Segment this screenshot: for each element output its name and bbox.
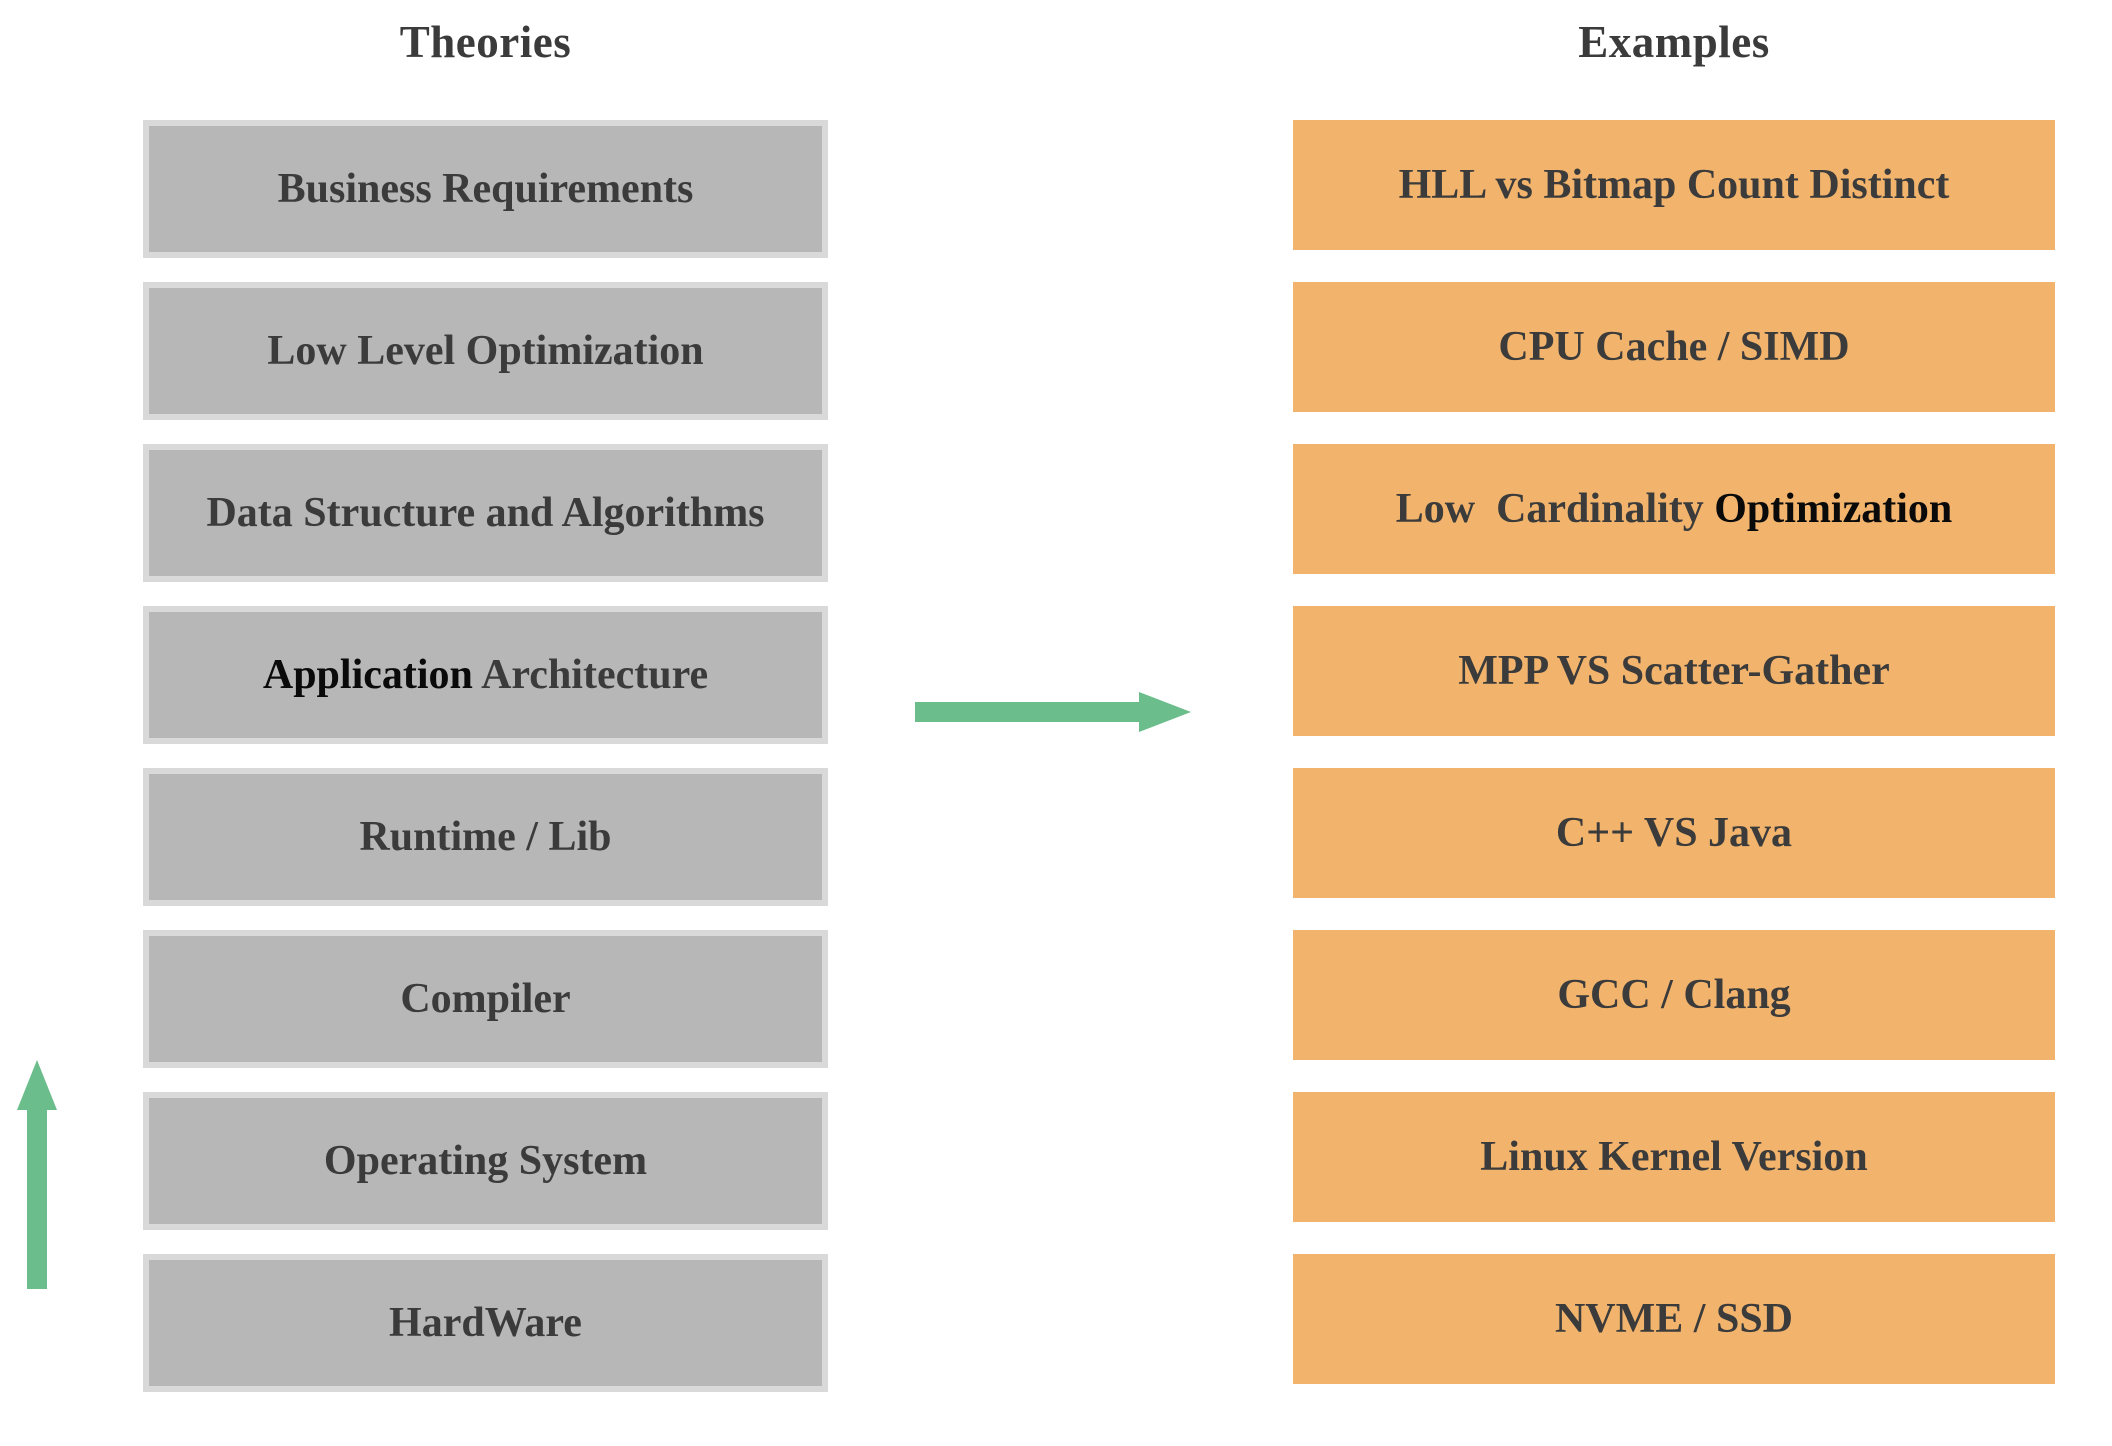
box-label: GCC / Clang bbox=[1557, 971, 1791, 1018]
box-label: Data Structure and Algorithms bbox=[206, 489, 765, 536]
box-label: MPP VS Scatter-Gather bbox=[1458, 647, 1890, 694]
up-arrow-head bbox=[17, 1060, 57, 1110]
theory-box bbox=[143, 444, 828, 582]
theory-box bbox=[143, 930, 828, 1068]
theory-box bbox=[143, 120, 828, 258]
example-box bbox=[1293, 444, 2055, 574]
example-box bbox=[1293, 1092, 2055, 1222]
theories-column bbox=[143, 120, 828, 1416]
up-arrow-icon bbox=[17, 1060, 57, 1289]
box-label: Compiler bbox=[400, 975, 571, 1022]
box-label: HardWare bbox=[389, 1299, 582, 1346]
box-label: NVME / SSD bbox=[1554, 1295, 1794, 1342]
example-box bbox=[1293, 1254, 2055, 1384]
theory-box bbox=[143, 282, 828, 420]
theory-box bbox=[143, 768, 828, 906]
box-label: Runtime / Lib bbox=[359, 813, 612, 860]
theory-box bbox=[143, 1254, 828, 1392]
example-box bbox=[1293, 282, 2055, 412]
box-label: Application Architecture bbox=[262, 651, 709, 698]
theory-box bbox=[143, 606, 828, 744]
theory-box bbox=[143, 1092, 828, 1230]
examples-column-title: Examples bbox=[1578, 17, 1770, 67]
box-label: Operating System bbox=[323, 1137, 648, 1184]
box-label: CPU Cache / SIMD bbox=[1498, 323, 1850, 370]
box-label: Low Level Optimization bbox=[267, 327, 704, 374]
example-box bbox=[1293, 606, 2055, 736]
example-box bbox=[1293, 930, 2055, 1060]
theories-column-title: Theories bbox=[399, 17, 572, 67]
example-box bbox=[1293, 120, 2055, 250]
right-arrow-icon bbox=[915, 692, 1191, 732]
example-box bbox=[1293, 768, 2055, 898]
box-label: Business Requirements bbox=[277, 165, 694, 212]
up-arrow-shaft bbox=[27, 1110, 47, 1289]
box-label: HLL vs Bitmap Count Distinct bbox=[1398, 161, 1950, 208]
examples-column bbox=[1293, 120, 2055, 1416]
box-label: Low Cardinality Optimization bbox=[1395, 485, 1953, 532]
box-label: Linux Kernel Version bbox=[1480, 1133, 1868, 1180]
right-arrow-head bbox=[1139, 692, 1191, 732]
right-arrow-shaft bbox=[915, 702, 1139, 722]
box-label: C++ VS Java bbox=[1555, 809, 1793, 856]
